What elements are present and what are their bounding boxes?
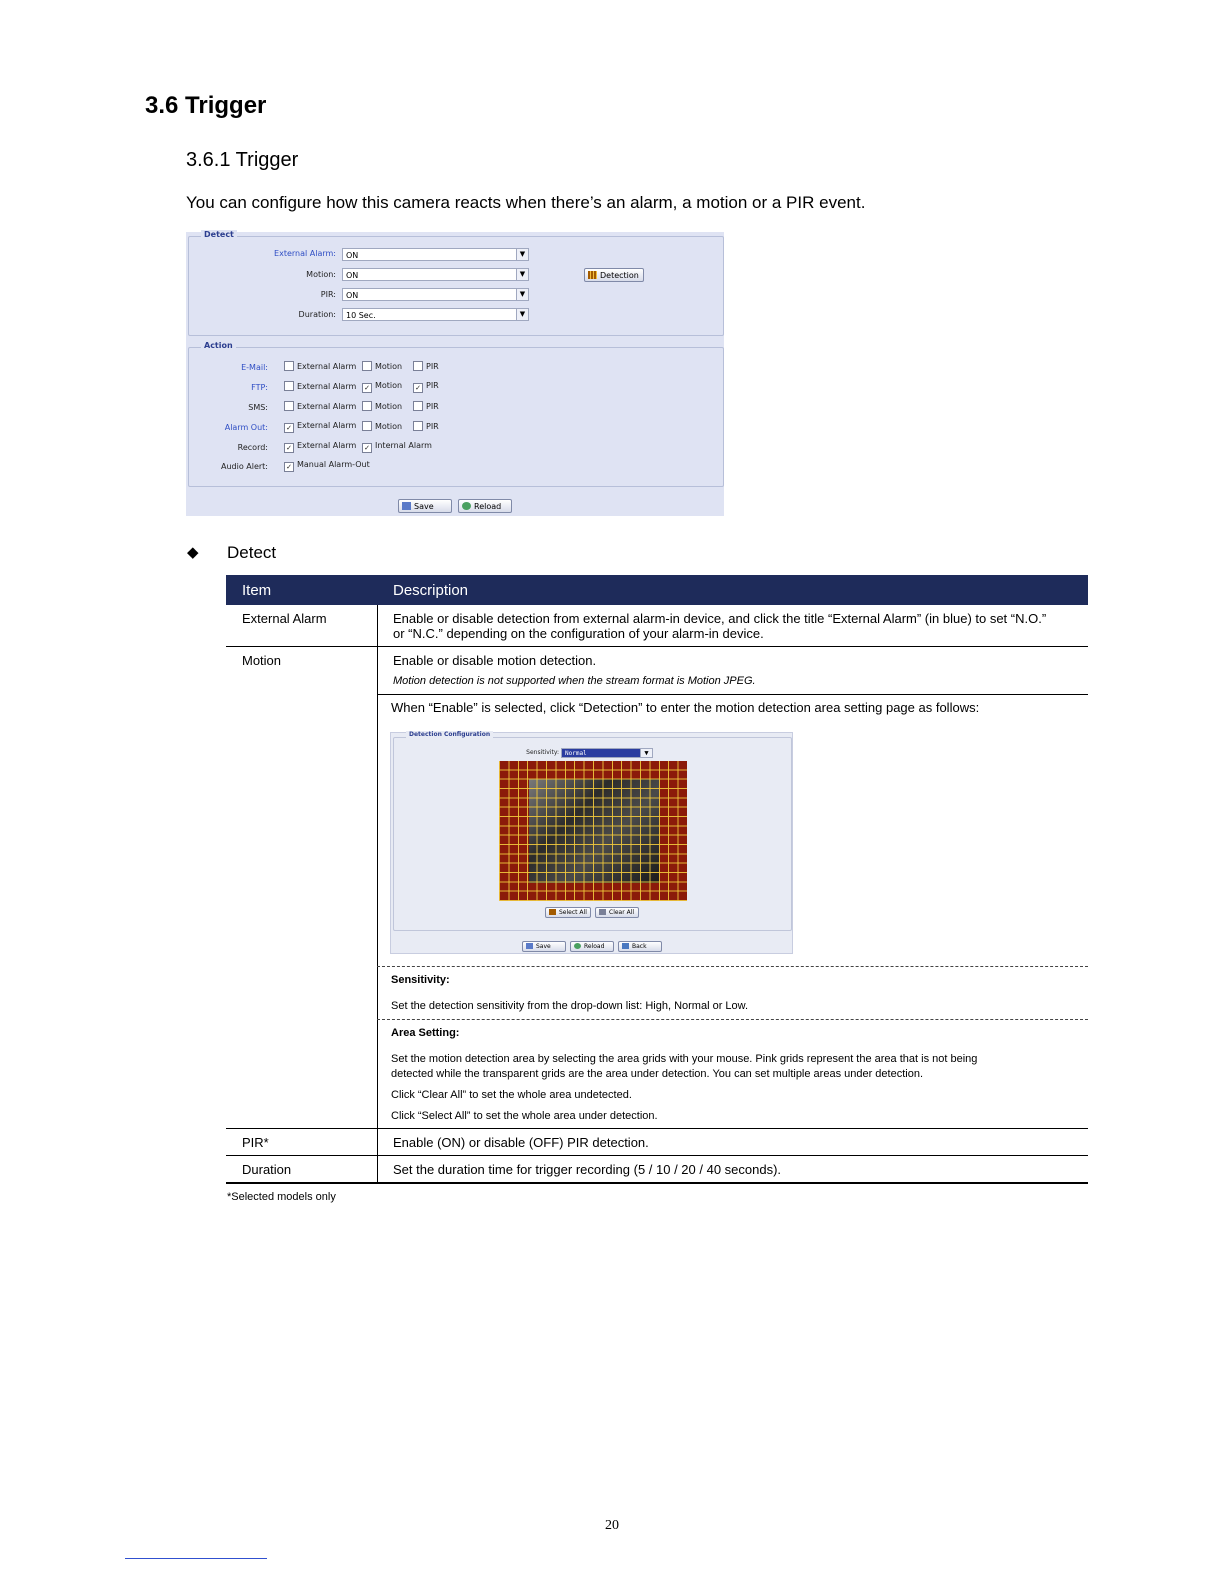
row-desc-pir: Enable (ON) or disable (OFF) PIR detection. bbox=[393, 1135, 649, 1150]
motion-label: Motion: bbox=[306, 270, 336, 279]
checkbox-box bbox=[284, 381, 294, 391]
dc-save-button[interactable] bbox=[522, 941, 566, 952]
sensitivity-label: Sensitivity: bbox=[526, 749, 559, 756]
sensitivity-heading: Sensitivity: bbox=[391, 974, 450, 986]
checkbox-box bbox=[413, 401, 423, 411]
checkbox-label: Manual Alarm-Out bbox=[297, 460, 370, 469]
alarm-out-pir-checkbox[interactable] bbox=[413, 421, 439, 431]
action-legend: Action bbox=[201, 341, 236, 350]
email-label[interactable]: E-Mail: bbox=[241, 363, 268, 372]
clear-all-button[interactable] bbox=[595, 907, 639, 918]
pir-label: PIR: bbox=[320, 290, 336, 299]
checkbox-box bbox=[284, 361, 294, 371]
external-alarm-label[interactable]: External Alarm: bbox=[274, 249, 336, 258]
pir-value: ON bbox=[346, 291, 359, 300]
checkbox-box bbox=[362, 401, 372, 411]
alarm-out-label[interactable]: Alarm Out: bbox=[224, 423, 268, 432]
grid-icon bbox=[588, 271, 597, 279]
area-setting-text-1: Set the motion detection area by selecting the area grids with your mouse. Pink grids represent the area that is not being bbox=[391, 1053, 978, 1065]
sensitivity-text: Set the detection sensitivity from the drop-down list: High, Normal or Low. bbox=[391, 1000, 749, 1012]
sensitivity-value: Normal bbox=[565, 750, 587, 757]
checkbox-label: PIR bbox=[426, 422, 439, 431]
checkbox-label: External Alarm bbox=[297, 382, 357, 391]
chevron-down-icon: ▼ bbox=[516, 269, 528, 280]
sensitivity-select[interactable] bbox=[561, 748, 653, 758]
header-item: Item bbox=[242, 582, 272, 599]
audio-alert-manual-alarm-out-checkbox[interactable] bbox=[284, 460, 370, 472]
select-all-button[interactable] bbox=[545, 907, 591, 918]
check-icon: ✓ bbox=[284, 443, 294, 453]
column-divider bbox=[377, 605, 378, 1183]
checkbox-box bbox=[413, 361, 423, 371]
checkbox-label: Motion bbox=[375, 422, 403, 431]
dc-save-label: Save bbox=[536, 943, 551, 950]
checkbox-label: PIR bbox=[426, 402, 439, 411]
back-icon bbox=[622, 943, 629, 949]
row-item-external-alarm: External Alarm bbox=[242, 611, 327, 626]
motion-enable-text: When “Enable” is selected, click “Detection” to enter the motion detection area setting page as follows: bbox=[391, 700, 980, 715]
duration-select[interactable] bbox=[342, 308, 529, 321]
subsection-title: 3.6.1 Trigger bbox=[186, 149, 299, 171]
clear-grid-icon bbox=[599, 909, 606, 915]
clear-all-label: Clear All bbox=[609, 909, 635, 916]
table-header bbox=[226, 575, 1088, 605]
checkbox-label: Motion bbox=[375, 381, 403, 390]
header-description: Description bbox=[393, 582, 469, 599]
ftp-pir-checkbox[interactable] bbox=[413, 381, 439, 393]
save-icon bbox=[526, 943, 533, 949]
row-item-pir: PIR* bbox=[242, 1135, 269, 1150]
dashed-divider bbox=[377, 1019, 1088, 1020]
dc-reload-button[interactable] bbox=[570, 941, 614, 952]
row-divider bbox=[377, 694, 1088, 695]
checkbox-label: PIR bbox=[426, 362, 439, 371]
checkbox-label: External Alarm bbox=[297, 421, 357, 430]
alarm-out-external-alarm-checkbox[interactable] bbox=[284, 421, 356, 433]
area-setting-text-4: Click “Select All” to set the whole area under detection. bbox=[391, 1110, 658, 1122]
dc-reload-label: Reload bbox=[584, 943, 605, 950]
check-icon: ✓ bbox=[413, 383, 423, 393]
row-desc-motion: Enable or disable motion detection. bbox=[393, 653, 597, 668]
save-button-label: Save bbox=[414, 502, 434, 511]
ftp-external-alarm-checkbox[interactable] bbox=[284, 381, 356, 391]
chevron-down-icon: ▼ bbox=[640, 749, 652, 757]
record-label: Record: bbox=[237, 443, 268, 452]
record-internal-alarm-checkbox[interactable] bbox=[362, 441, 432, 453]
row-item-duration: Duration bbox=[242, 1162, 292, 1177]
detection-config-legend: Detection Configuration bbox=[406, 731, 493, 738]
row-divider bbox=[226, 646, 1088, 647]
detection-button-label: Detection bbox=[600, 271, 639, 280]
section-title: 3.6 Trigger bbox=[145, 92, 267, 119]
alarm-out-motion-checkbox[interactable] bbox=[362, 421, 402, 431]
sms-label: SMS: bbox=[248, 403, 268, 412]
external-alarm-select[interactable] bbox=[342, 248, 529, 261]
checkbox-box bbox=[362, 421, 372, 431]
detect-heading: Detect bbox=[227, 543, 277, 562]
checkbox-box bbox=[413, 421, 423, 431]
check-icon: ✓ bbox=[362, 383, 372, 393]
reload-button-label: Reload bbox=[474, 502, 502, 511]
checkbox-box bbox=[284, 401, 294, 411]
area-setting-text-3: Click “Clear All” to set the whole area undetected. bbox=[391, 1089, 632, 1101]
audio-alert-label: Audio Alert: bbox=[220, 462, 268, 471]
checkbox-label: PIR bbox=[426, 381, 439, 390]
reload-button[interactable] bbox=[458, 499, 512, 513]
checkbox-label: Motion bbox=[375, 402, 403, 411]
duration-label: Duration: bbox=[298, 310, 336, 319]
sms-pir-checkbox[interactable] bbox=[413, 401, 439, 411]
email-motion-checkbox[interactable] bbox=[362, 361, 402, 371]
area-setting-heading: Area Setting: bbox=[391, 1027, 460, 1039]
dashed-divider bbox=[377, 966, 1088, 967]
save-button[interactable] bbox=[398, 499, 452, 513]
trigger-settings-panel bbox=[186, 232, 724, 516]
checkbox-label: External Alarm bbox=[297, 402, 357, 411]
row-divider bbox=[226, 1128, 1088, 1129]
diamond-bullet-icon: ◆ bbox=[187, 544, 199, 561]
duration-value: 10 Sec. bbox=[346, 311, 376, 320]
dc-back-button[interactable] bbox=[618, 941, 662, 952]
row-desc-external-alarm-2: or “N.C.” depending on the configuration of your alarm-in device. bbox=[393, 626, 764, 641]
checkbox-label: External Alarm bbox=[297, 362, 357, 371]
row-divider bbox=[226, 1155, 1088, 1156]
grid-icon bbox=[549, 909, 556, 915]
checkbox-box bbox=[362, 361, 372, 371]
chevron-down-icon: ▼ bbox=[516, 309, 528, 320]
pir-select[interactable] bbox=[342, 288, 529, 301]
check-icon: ✓ bbox=[362, 443, 372, 453]
reload-icon bbox=[462, 502, 471, 510]
action-fieldset bbox=[188, 341, 724, 487]
page-number: 20 bbox=[605, 1518, 619, 1533]
chevron-down-icon: ▼ bbox=[516, 249, 528, 260]
select-all-label: Select All bbox=[559, 909, 587, 916]
sms-motion-checkbox[interactable] bbox=[362, 401, 402, 411]
row-desc-external-alarm-1: Enable or disable detection from external alarm-in device, and click the title “External Alarm” (in blue) to set “N.O.” bbox=[393, 611, 1047, 626]
chevron-down-icon: ▼ bbox=[516, 289, 528, 300]
row-note-motion: Motion detection is not supported when the stream format is Motion JPEG. bbox=[393, 675, 756, 687]
check-icon: ✓ bbox=[284, 423, 294, 433]
sms-external-alarm-checkbox[interactable] bbox=[284, 401, 356, 411]
email-pir-checkbox[interactable] bbox=[413, 361, 439, 371]
email-external-alarm-checkbox[interactable] bbox=[284, 361, 356, 371]
external-alarm-value: ON bbox=[346, 251, 359, 260]
ftp-label[interactable]: FTP: bbox=[251, 383, 268, 392]
detection-button[interactable] bbox=[584, 268, 644, 282]
checkbox-label: External Alarm bbox=[297, 441, 357, 450]
motion-select[interactable] bbox=[342, 268, 529, 281]
checkbox-label: Internal Alarm bbox=[375, 441, 432, 450]
check-icon: ✓ bbox=[284, 462, 294, 472]
detection-configuration-screenshot bbox=[390, 732, 793, 954]
dc-back-label: Back bbox=[632, 943, 647, 950]
motion-value: ON bbox=[346, 271, 359, 280]
save-icon bbox=[402, 502, 411, 510]
table-bottom-border bbox=[226, 1182, 1088, 1184]
record-external-alarm-checkbox[interactable] bbox=[284, 441, 356, 453]
row-item-motion: Motion bbox=[242, 653, 282, 668]
grid-overlay[interactable] bbox=[499, 761, 687, 901]
footer-link-line bbox=[125, 1558, 267, 1559]
area-setting-text-2: detected while the transparent grids are the area under detection. You can set multiple areas under detection. bbox=[391, 1068, 924, 1080]
footnote: *Selected models only bbox=[227, 1191, 336, 1203]
ftp-motion-checkbox[interactable] bbox=[362, 381, 402, 393]
checkbox-label: Motion bbox=[375, 362, 403, 371]
detect-legend: Detect bbox=[201, 230, 237, 239]
reload-icon bbox=[574, 943, 581, 949]
row-desc-duration: Set the duration time for trigger recording (5 / 10 / 20 / 40 seconds). bbox=[393, 1162, 782, 1177]
intro-text: You can configure how this camera reacts when there’s an alarm, a motion or a PIR event. bbox=[186, 193, 866, 212]
